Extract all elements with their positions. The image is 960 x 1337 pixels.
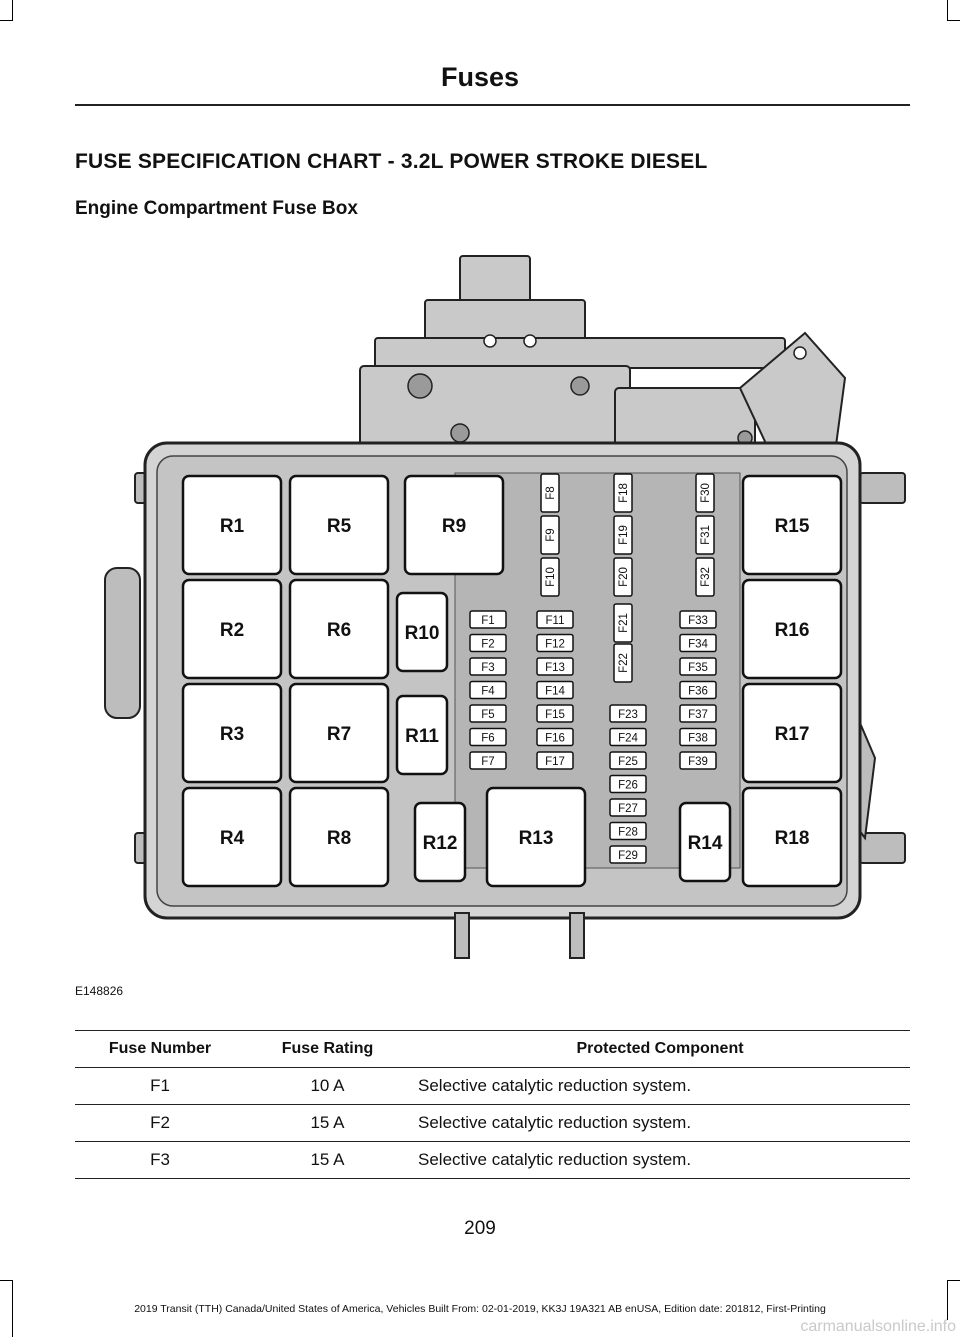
fuse-label: F37 (688, 709, 708, 721)
fuse-f20 (614, 558, 632, 596)
relay-label: R17 (774, 724, 810, 745)
page-number: 209 (464, 1218, 496, 1239)
fuse-label: F19 (618, 525, 630, 545)
fuse-f34 (680, 635, 716, 652)
fuse-box-svg (75, 238, 910, 978)
fuse-f18 (614, 474, 632, 512)
table-row (75, 1105, 910, 1142)
fuse-f28 (610, 823, 646, 840)
relay-label: R9 (441, 516, 467, 537)
fuse-label: F27 (618, 803, 638, 815)
relay-label: R3 (219, 724, 245, 745)
fuse-f39 (680, 752, 716, 769)
fuse-label: F17 (545, 756, 565, 768)
fuse-label: F28 (618, 826, 638, 839)
section-title: FUSE SPECIFICATION CHART - 3.2L POWER STROKE DIESEL (75, 150, 708, 173)
relay-label: R11 (405, 726, 439, 747)
relay-label: R4 (219, 828, 245, 849)
protected-component-cell: Selective catalytic reduction system. (410, 1142, 910, 1179)
fuse-label: F4 (481, 685, 495, 698)
fuse-label: F8 (545, 486, 557, 500)
relay-r15 (743, 476, 841, 574)
fuse-label: F20 (618, 567, 630, 587)
fuse-label: F10 (545, 567, 557, 587)
fuse-label: F32 (700, 567, 712, 587)
fuse-label: F30 (700, 483, 712, 503)
relay-r18 (743, 788, 841, 886)
fuse-label: F33 (688, 615, 708, 627)
fuse-label: F36 (688, 685, 708, 698)
fuse-label: F14 (545, 685, 565, 698)
image-code: E148826 (75, 984, 124, 998)
fuse-label: F9 (545, 528, 557, 542)
fuse-label: F3 (481, 662, 495, 674)
fuse-label: F21 (618, 613, 630, 633)
relay-label: R13 (518, 828, 554, 849)
fuse-label: F34 (688, 638, 708, 651)
relay-r11 (397, 696, 447, 774)
fuse-rating-cell: 15 A (245, 1142, 410, 1179)
fuse-label: F16 (545, 732, 565, 745)
fuse-label: F35 (688, 662, 708, 674)
fuse-f32 (696, 558, 714, 596)
relay-r9 (405, 476, 503, 574)
relay-r7 (290, 684, 388, 782)
fuse-f7 (470, 752, 506, 769)
relay-label: R5 (326, 516, 352, 537)
protected-component-cell: Selective catalytic reduction system. (410, 1105, 910, 1142)
fuse-f31 (696, 516, 714, 554)
watermark: carmanualsonline.info (800, 1318, 956, 1335)
fuse-f14 (537, 682, 573, 699)
fuse-f3 (470, 658, 506, 675)
fuse-f30 (696, 474, 714, 512)
fuse-label: F22 (618, 653, 630, 673)
relay-label: R18 (774, 828, 810, 849)
fuse-label: F25 (618, 756, 638, 768)
fuse-f10 (541, 558, 559, 596)
fuse-label: F5 (481, 709, 495, 721)
relay-r6 (290, 580, 388, 678)
fuse-f15 (537, 705, 573, 722)
fuse-f13 (537, 658, 573, 675)
fuse-f2 (470, 635, 506, 652)
relay-r8 (290, 788, 388, 886)
header-fuse-rating: Fuse Rating (245, 1031, 410, 1068)
fuse-f6 (470, 729, 506, 746)
fuse-number-cell: F3 (75, 1142, 245, 1179)
fuse-label: F15 (545, 709, 565, 721)
crop-mark (12, 0, 13, 20)
fuse-label: F31 (700, 525, 712, 545)
fuse-f35 (680, 658, 716, 675)
fuse-f11 (537, 611, 573, 628)
fuse-f9 (541, 516, 559, 554)
relay-r5 (290, 476, 388, 574)
fuse-label: F6 (481, 732, 495, 745)
relay-r14 (680, 803, 730, 881)
fuse-f24 (610, 729, 646, 746)
fuse-box-diagram (75, 238, 910, 978)
header-protected-component: Protected Component (410, 1031, 910, 1068)
fuse-f38 (680, 729, 716, 746)
fuse-f1 (470, 611, 506, 628)
fuse-f16 (537, 729, 573, 746)
fuse-label: F7 (481, 756, 495, 768)
relay-label: R2 (219, 620, 245, 641)
relay-label: R15 (774, 516, 810, 537)
relay-r17 (743, 684, 841, 782)
fuse-f37 (680, 705, 716, 722)
fuse-f27 (610, 799, 646, 816)
fuse-number-cell: F1 (75, 1068, 245, 1105)
relay-r13 (487, 788, 585, 886)
relay-r1 (183, 476, 281, 574)
table-row (75, 1068, 910, 1105)
fuse-label: F13 (545, 662, 565, 674)
housing-legs (455, 913, 584, 958)
relay-r10 (397, 593, 447, 671)
fuse-f8 (541, 474, 559, 512)
fuse-f19 (614, 516, 632, 554)
fuse-rating-cell: 10 A (245, 1068, 410, 1105)
fuse-label: F23 (618, 709, 638, 721)
crop-mark (947, 20, 960, 21)
page-footer: 2019 Transit (TTH) Canada/United States of America, Vehicles Built From: 02-01-2019, KK3J 19A321 AB enUSA, Edition date: 201812, First-Printing (134, 1303, 826, 1315)
relay-label: R1 (219, 516, 245, 537)
relay-label: R14 (687, 833, 723, 854)
crop-mark (0, 1280, 13, 1281)
fuse-f4 (470, 682, 506, 699)
fuse-label: F24 (618, 732, 638, 745)
fuse-f12 (537, 635, 573, 652)
fuse-label: F18 (618, 483, 630, 503)
relay-label: R7 (326, 724, 352, 745)
relay-r16 (743, 580, 841, 678)
fuse-label: F38 (688, 732, 708, 745)
fuse-f29 (610, 846, 646, 863)
fuse-f23 (610, 705, 646, 722)
relay-label: R8 (326, 828, 352, 849)
fuse-label: F12 (545, 638, 565, 651)
relay-label: R6 (326, 620, 352, 641)
header-fuse-number: Fuse Number (75, 1031, 245, 1068)
fuse-f36 (680, 682, 716, 699)
fuse-f22 (614, 644, 632, 682)
page-header-title: Fuses (440, 62, 520, 92)
fuse-label: F11 (545, 615, 565, 627)
table-row (75, 1142, 910, 1179)
fuse-label: F1 (481, 615, 495, 627)
fuse-number-cell: F2 (75, 1105, 245, 1142)
crop-mark (947, 0, 948, 20)
fuse-label: F39 (688, 756, 708, 768)
relay-r4 (183, 788, 281, 886)
relay-r3 (183, 684, 281, 782)
section-subtitle: Engine Compartment Fuse Box (75, 198, 358, 219)
fuse-spec-table (75, 1030, 910, 1179)
fuse-label: F26 (618, 779, 638, 792)
fuse-f25 (610, 752, 646, 769)
fuse-rating-cell: 15 A (245, 1105, 410, 1142)
table-header-row (75, 1031, 910, 1068)
fuse-label: F29 (618, 850, 638, 862)
relay-r2 (183, 580, 281, 678)
fuse-f21 (614, 604, 632, 642)
crop-mark (947, 1280, 960, 1281)
relay-label: R12 (422, 833, 458, 854)
protected-component-cell: Selective catalytic reduction system. (410, 1068, 910, 1105)
fuse-f33 (680, 611, 716, 628)
fuse-f26 (610, 776, 646, 793)
header-divider (75, 104, 910, 106)
relay-label: R10 (404, 623, 440, 644)
fuse-f5 (470, 705, 506, 722)
fuse-label: F2 (481, 638, 495, 651)
relay-r12 (415, 803, 465, 881)
housing-top (360, 256, 845, 463)
crop-mark (0, 20, 13, 21)
fuse-f17 (537, 752, 573, 769)
relay-label: R16 (774, 620, 810, 641)
